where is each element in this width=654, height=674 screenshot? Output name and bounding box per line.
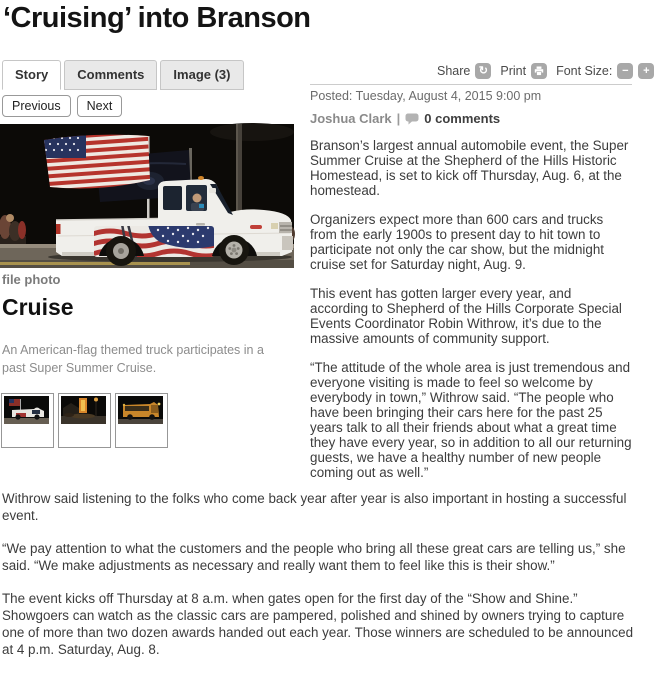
share-label: Share xyxy=(437,64,471,78)
font-size-label: Font Size: xyxy=(556,64,613,78)
flag-truck-photo-illustration xyxy=(0,124,294,268)
article-paragraph: Withrow said listening to the folks who come back year after year is also important in hosting a successful event. xyxy=(2,491,627,523)
previous-button[interactable]: Previous xyxy=(2,95,71,117)
school-bus-thumb-image xyxy=(118,396,163,424)
print-button[interactable] xyxy=(531,63,547,79)
tab-image[interactable]: Image (3) xyxy=(160,60,243,90)
photo-title: Cruise xyxy=(2,294,74,320)
article-body-fullwidth xyxy=(2,490,642,674)
font-decrease-button[interactable] xyxy=(617,63,633,79)
photo-credit: file photo xyxy=(2,272,61,287)
font-increase-button[interactable] xyxy=(638,63,654,79)
share-toolbar xyxy=(437,63,650,79)
author-name: Joshua Clark xyxy=(310,111,392,126)
byline-separator: | xyxy=(396,111,401,126)
posted-date: Posted: Tuesday, August 4, 2015 9:00 pm xyxy=(310,89,542,103)
image-pager xyxy=(2,95,122,117)
flag-truck-thumb-image xyxy=(4,396,49,424)
article-body-column xyxy=(310,84,632,494)
next-button[interactable]: Next xyxy=(77,95,123,117)
thumbnail-flag-truck[interactable] xyxy=(1,393,54,448)
tab-comments[interactable]: Comments xyxy=(64,60,157,90)
minus-icon: − xyxy=(622,64,629,77)
page-title: ‘Cruising’ into Branson xyxy=(3,2,311,34)
tab-bar xyxy=(2,60,247,90)
article-paragraph: Branson’s largest annual automobile event, the Super Summer Cruise at the Shepherd of the Hills Historic Homestead, is set to kick off Thursday, Aug. 6, at the homestead. xyxy=(310,138,629,198)
article-photo xyxy=(0,124,294,268)
article-paragraph: “The attitude of the whole area is just tremendous and everyone visiting is made to feel so welcome by everybody in town,” Withrow said. “The people who have been bringing their cars here for the past 25 years talk to all their friends about what a great time they have every year, so in addition to all our returning guests, we have a healthy number of new people coming out as well.” xyxy=(310,360,632,480)
thumbnail-strip xyxy=(1,393,168,448)
tab-story[interactable]: Story xyxy=(2,60,61,90)
article-paragraph: Organizers expect more than 600 cars and trucks from the early 1900s to present day to hit town to participate not only the car show, but the midnight cruise set for Saturday night, Aug. 9. xyxy=(310,212,605,272)
comments-link[interactable]: 0 comments xyxy=(424,111,501,126)
comment-bubble-icon xyxy=(405,113,419,125)
article-paragraph: The event kicks off Thursday at 8 a.m. when gates open for the first day of the “Show and Shine.” Showgoers can watch as the classic cars are pampered, polished and shined by owners trying to capture one of more than two dozen awards handed out each year. Those winners are scheduled to be announced at 4 p.m. Saturday, Aug. 8. xyxy=(2,591,634,657)
header-divider xyxy=(310,84,632,85)
photo-caption: An American-flag themed truck participates in a past Super Summer Cruise. xyxy=(2,343,264,375)
print-label: Print xyxy=(500,64,527,78)
article-paragraph: This event has gotten larger every year, and according to Shepherd of the Hills Corporate Special Events Coordinator Robin Withrow, it’s due to the massive amounts of community support. xyxy=(310,286,622,346)
thumbnail-lighted-sign-street[interactable] xyxy=(58,393,111,448)
lighted-sign-thumb-image xyxy=(61,396,106,424)
byline xyxy=(310,111,632,126)
article-paragraph: “We pay attention to what the customers and the people who bring all these great cars are telling us,” she said. “We make adjustments as necessary and really want them to feel like this is their show.” xyxy=(2,541,626,573)
share-icon: ↻ xyxy=(478,64,488,77)
thumbnail-school-bus[interactable] xyxy=(115,393,168,448)
printer-icon xyxy=(534,66,544,76)
plus-icon: + xyxy=(643,64,650,77)
share-button[interactable] xyxy=(475,63,491,79)
